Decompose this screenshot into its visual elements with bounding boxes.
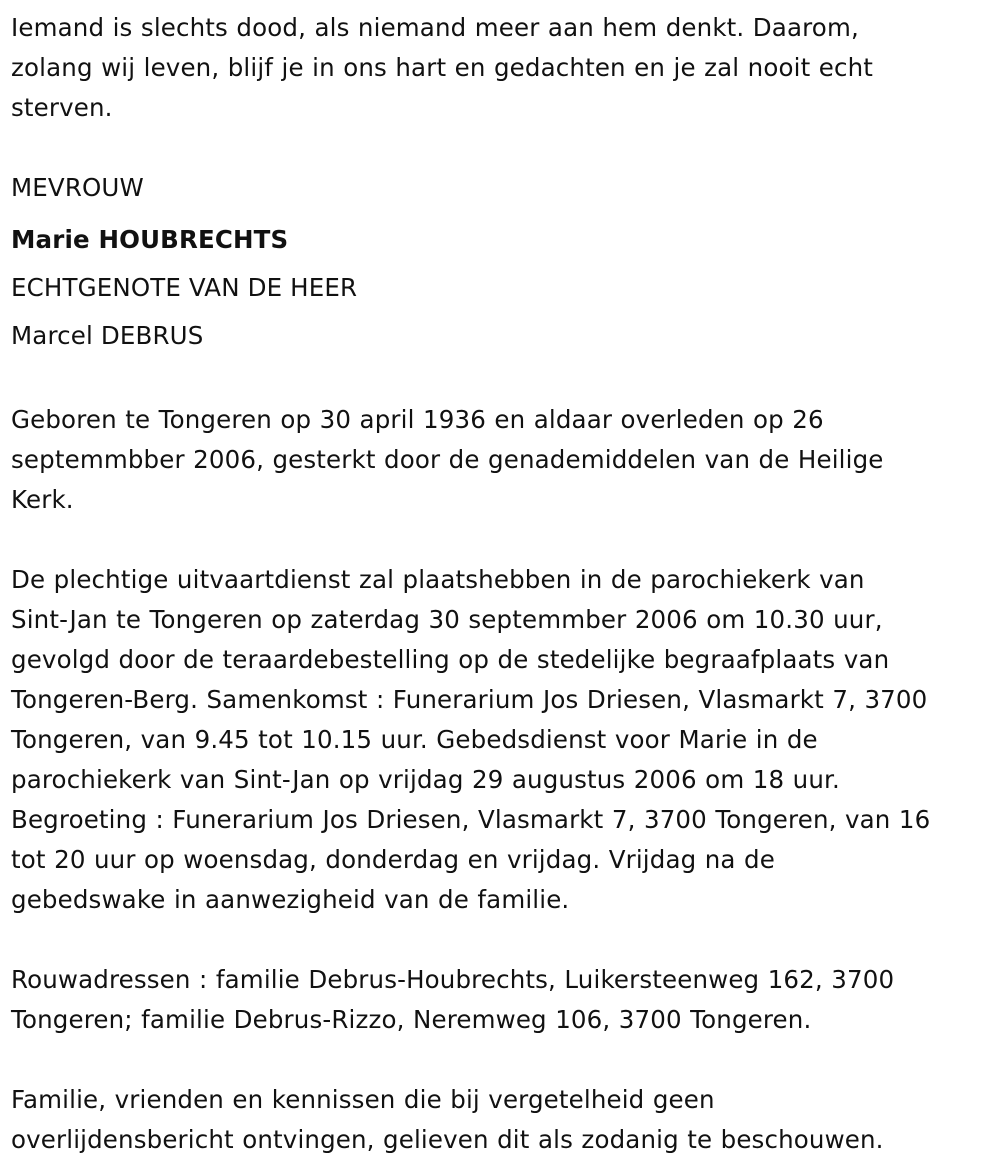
paragraph-gap	[11, 360, 991, 400]
funeral-line: gebedswake in aanwezigheid van de familie.	[11, 885, 570, 914]
funeral-line: Tongeren-Berg. Samenkomst : Funerarium Jos Driesen, Vlasmarkt 7, 3700	[11, 685, 928, 714]
funeral-line: Sint-Jan te Tongeren op zaterdag 30 septemmber 2006 om 10.30 uur,	[11, 605, 883, 634]
birth-line: Kerk.	[11, 485, 74, 514]
funeral-line: parochiekerk van Sint-Jan op vrijdag 29 augustus 2006 om 18 uur.	[11, 765, 840, 794]
paragraph-gap	[11, 128, 991, 168]
funeral-line: Tongeren, van 9.45 tot 10.15 uur. Gebedsdienst voor Marie in de	[11, 725, 818, 754]
intro-line: zolang wij leven, blijf je in ons hart en gedachten en je zal nooit echt	[11, 53, 874, 82]
spouse-name: Marcel DEBRUS	[11, 321, 204, 350]
intro-line: Iemand is slechts dood, als niemand meer aan hem denkt. Daarom,	[11, 13, 859, 42]
address-line: Rouwadressen : familie Debrus-Houbrechts, Luikersteenweg 162, 3700	[11, 965, 895, 994]
person-relation: ECHTGENOTE VAN DE HEER	[11, 273, 358, 302]
funeral-line: tot 20 uur op woensdag, donderdag en vrijdag. Vrijdag na de	[11, 845, 775, 874]
birth-line: Geboren te Tongeren op 30 april 1936 en aldaar overleden op 26	[11, 405, 824, 434]
funeral-line: Begroeting : Funerarium Jos Driesen, Vlasmarkt 7, 3700 Tongeren, van 16	[11, 805, 931, 834]
address-line: Tongeren; familie Debrus-Rizzo, Neremweg 106, 3700 Tongeren.	[11, 1005, 812, 1034]
funeral-line: gevolgd door de teraardebestelling op de stedelijke begraafplaats van	[11, 645, 890, 674]
funeral-line: De plechtige uitvaartdienst zal plaatshebben in de parochiekerk van	[11, 565, 865, 594]
closing-line: overlijdensbericht ontvingen, gelieven dit als zodanig te beschouwen.	[11, 1125, 884, 1154]
closing-paragraph	[11, 1080, 991, 1160]
paragraph-gap	[11, 520, 991, 560]
paragraph-gap	[11, 1040, 991, 1080]
funeral-paragraph	[11, 560, 991, 920]
person-title: MEVROUW	[11, 173, 144, 202]
person-name: Marie HOUBRECHTS	[11, 225, 289, 254]
intro-line: sterven.	[11, 93, 113, 122]
person-block	[11, 168, 991, 360]
paragraph-gap	[11, 920, 991, 960]
birth-line: septemmbber 2006, gesterkt door de genademiddelen van de Heilige	[11, 445, 884, 474]
addresses-paragraph	[11, 960, 991, 1040]
closing-line: Familie, vrienden en kennissen die bij vergetelheid geen	[11, 1085, 715, 1114]
death-notice	[11, 8, 991, 1160]
intro-paragraph	[11, 8, 991, 128]
birth-paragraph	[11, 400, 991, 520]
